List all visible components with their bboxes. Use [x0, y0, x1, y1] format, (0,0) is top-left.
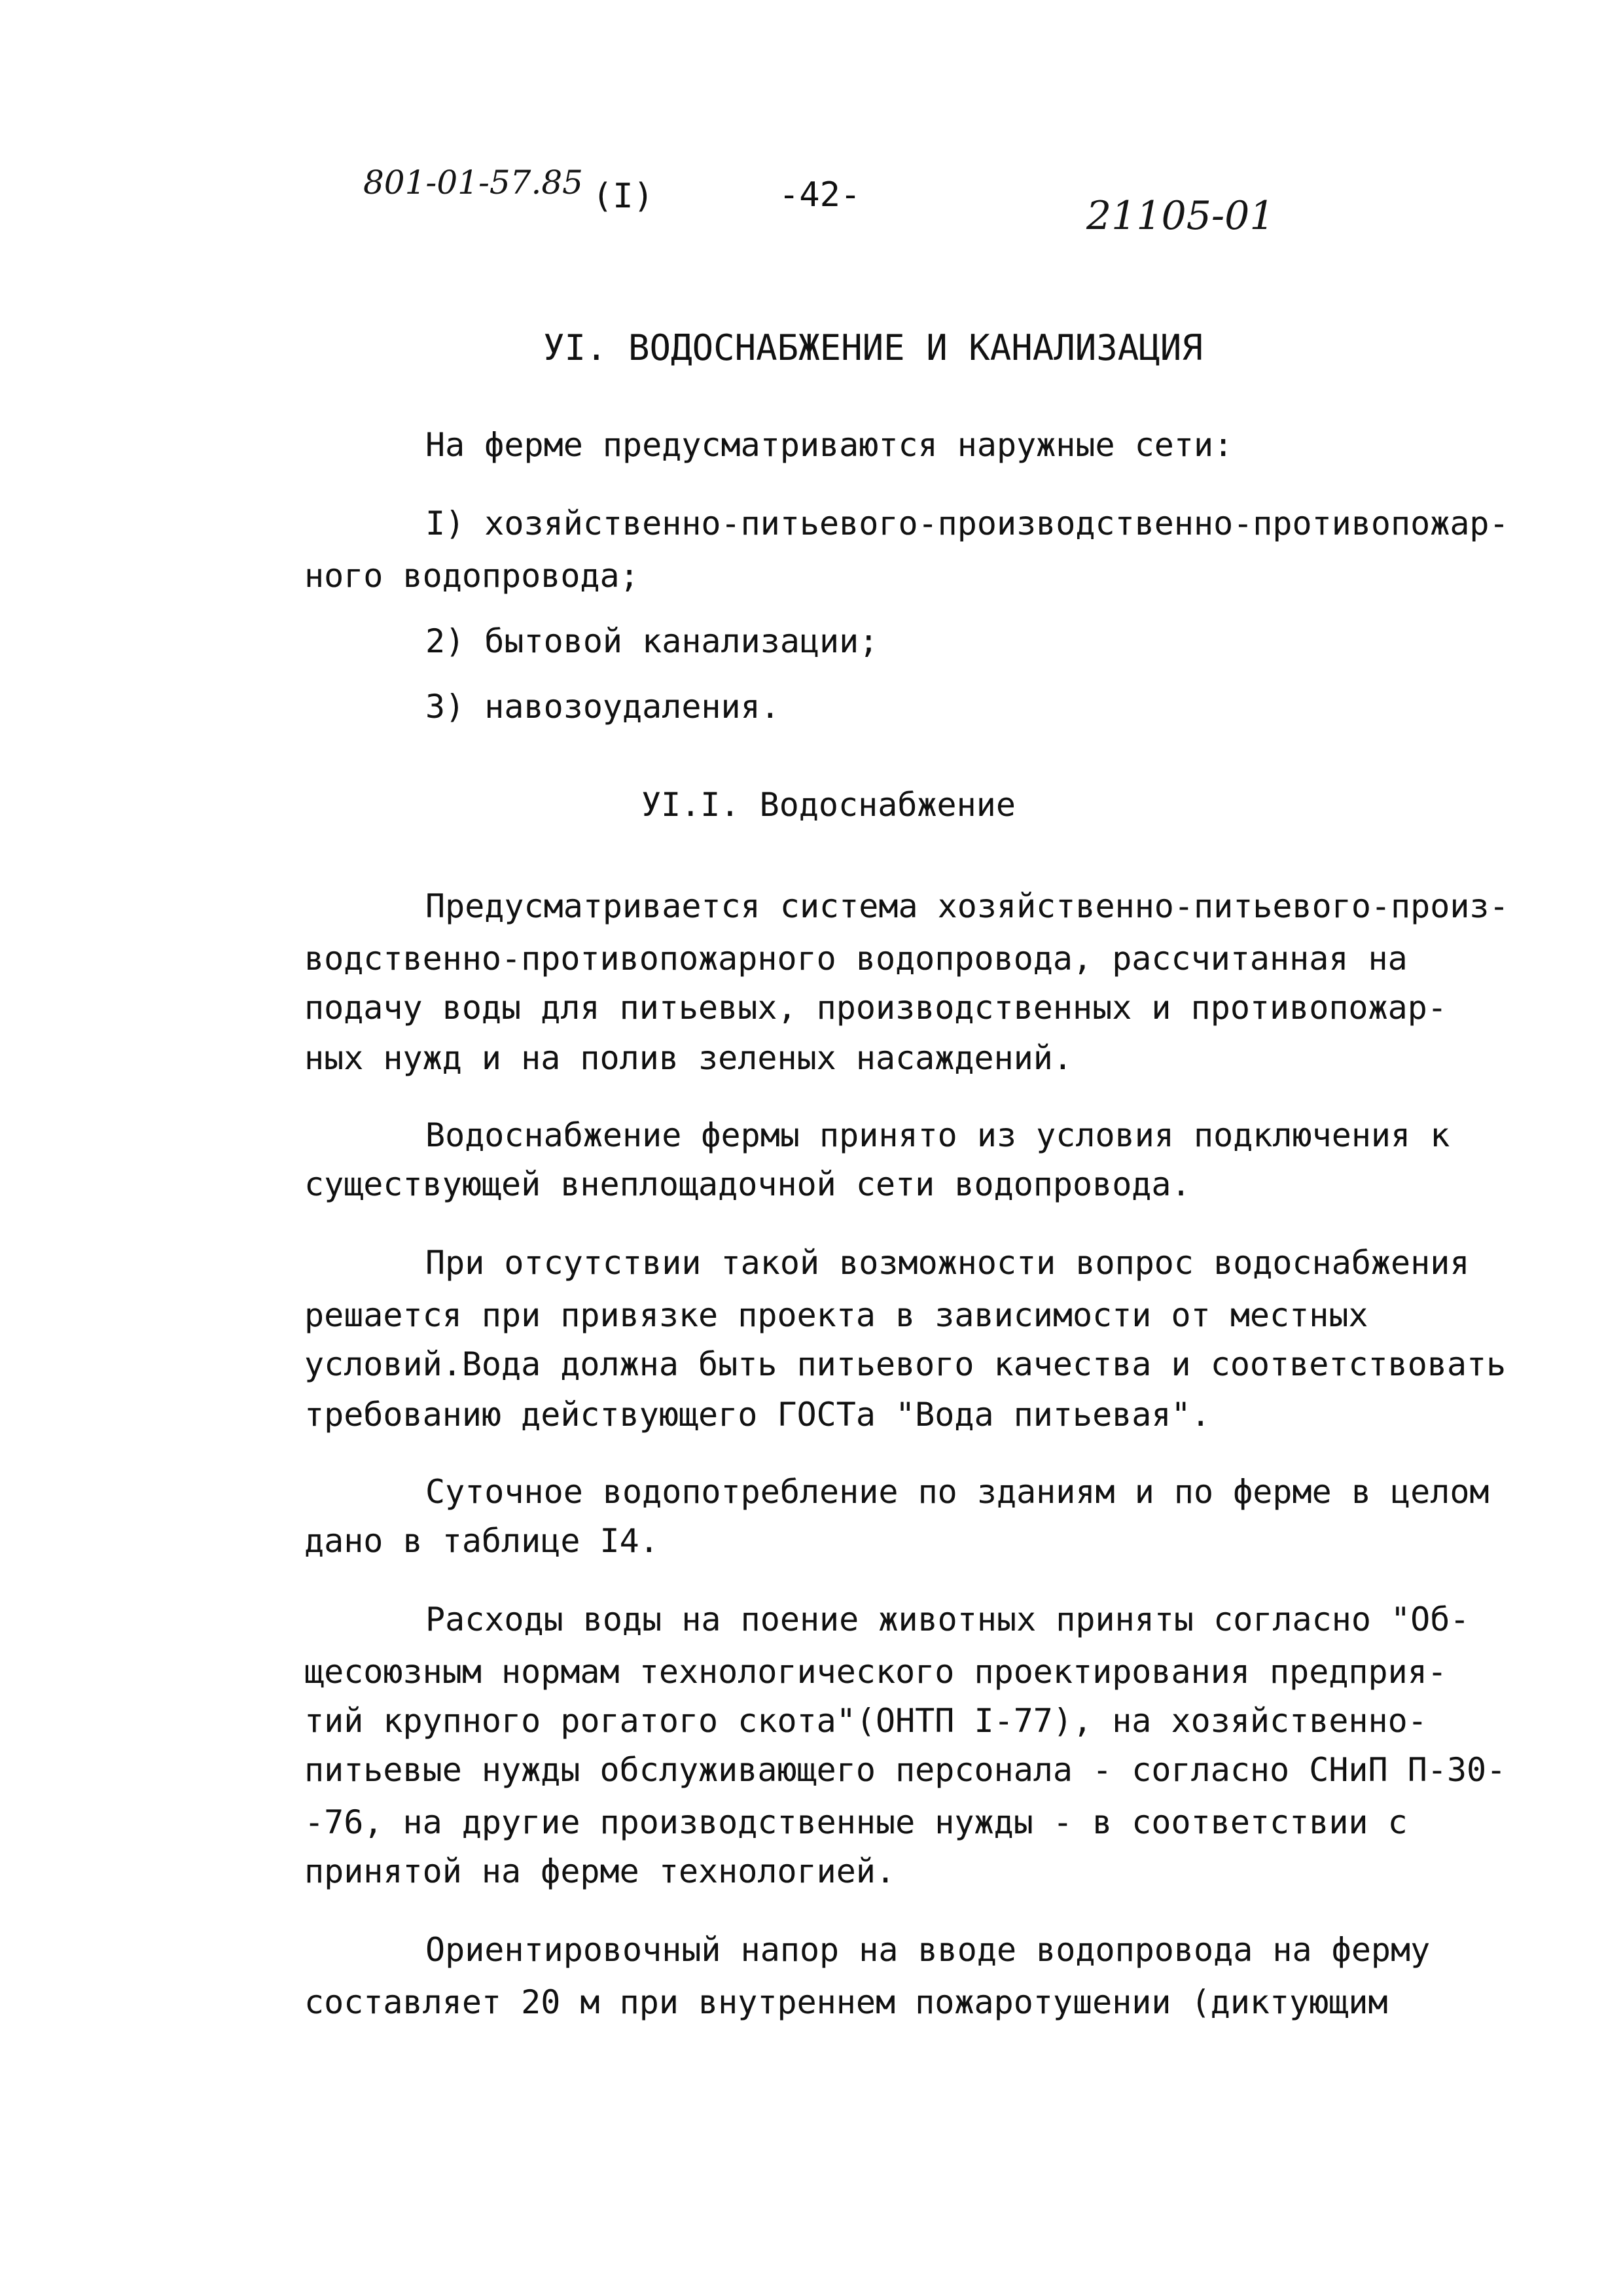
paragraph-line: ных нужд и на полив зеленых насаждений. — [304, 1039, 1073, 1077]
paragraph-line: составляет 20 м при внутреннем пожаротушении (диктующим — [304, 1983, 1388, 2021]
list-item-1-line-2: ного водопровода; — [304, 557, 639, 595]
subsection-title: УI.I. Водоснабжение — [641, 786, 1016, 824]
list-item-2: 2) бытовой канализации; — [425, 622, 879, 660]
paragraph-line: существующей внеплощадочной сети водопровода. — [304, 1165, 1191, 1203]
paragraph-line: водственно-противопожарного водопровода, рассчитанная на — [304, 940, 1408, 978]
paragraph-line: тий крупного рогатого скота"(ОНТП I-77), на хозяйственно- — [304, 1702, 1427, 1740]
paragraph-line: требованию действующего ГОСТа "Вода питьевая". — [304, 1396, 1211, 1434]
doc-code: 801-01-57.85 — [363, 164, 583, 202]
paragraph-line: решается при привязке проекта в зависимости от местных — [304, 1296, 1368, 1334]
paragraph-line: Расходы воды на поение животных приняты согласно "Об- — [425, 1600, 1470, 1638]
archive-number: 21105-01 — [1086, 193, 1275, 239]
paragraph-line: Ориентировочный напор на вводе водопровода на ферму — [425, 1931, 1431, 1969]
paragraph-line: Суточное водопотребление по зданиям и по ферме в целом — [425, 1473, 1489, 1511]
paragraph-line: принятой на ферме технологией. — [304, 1852, 896, 1890]
paragraph-line: Водоснабжение фермы принято из условия подключения к — [425, 1116, 1450, 1154]
paragraph-line: дано в таблице I4. — [304, 1522, 659, 1560]
paragraph-line: подачу воды для питьевых, производственных и противопожар- — [304, 989, 1447, 1027]
volume-marker: (I) — [592, 177, 654, 216]
page-number: -42- — [779, 175, 861, 215]
paragraph-line: условий.Вода должна быть питьевого качества и соответствовать — [304, 1345, 1507, 1383]
section-title: УI. ВОДОСНАБЖЕНИЕ И КАНАЛИЗАЦИЯ — [543, 327, 1203, 368]
list-item-3: 3) навозоудаления. — [425, 688, 780, 726]
list-item-1-line-1: I) хозяйственно-питьевого-производственно-противопожар- — [425, 504, 1509, 542]
paragraph-line: питьевые нужды обслуживающего персонала - согласно СНиП П-30- — [304, 1751, 1507, 1789]
paragraph-line: При отсутствии такой возможности вопрос водоснабжения — [425, 1244, 1470, 1282]
paragraph-line: Предусматривается система хозяйственно-питьевого-произ- — [425, 887, 1509, 925]
paragraph-line: -76, на другие производственные нужды - в соответствии с — [304, 1803, 1408, 1841]
paragraph-line: щесоюзным нормам технологического проектирования предприя- — [304, 1653, 1447, 1691]
intro-line: На ферме предусматриваются наружные сети: — [425, 426, 1234, 464]
